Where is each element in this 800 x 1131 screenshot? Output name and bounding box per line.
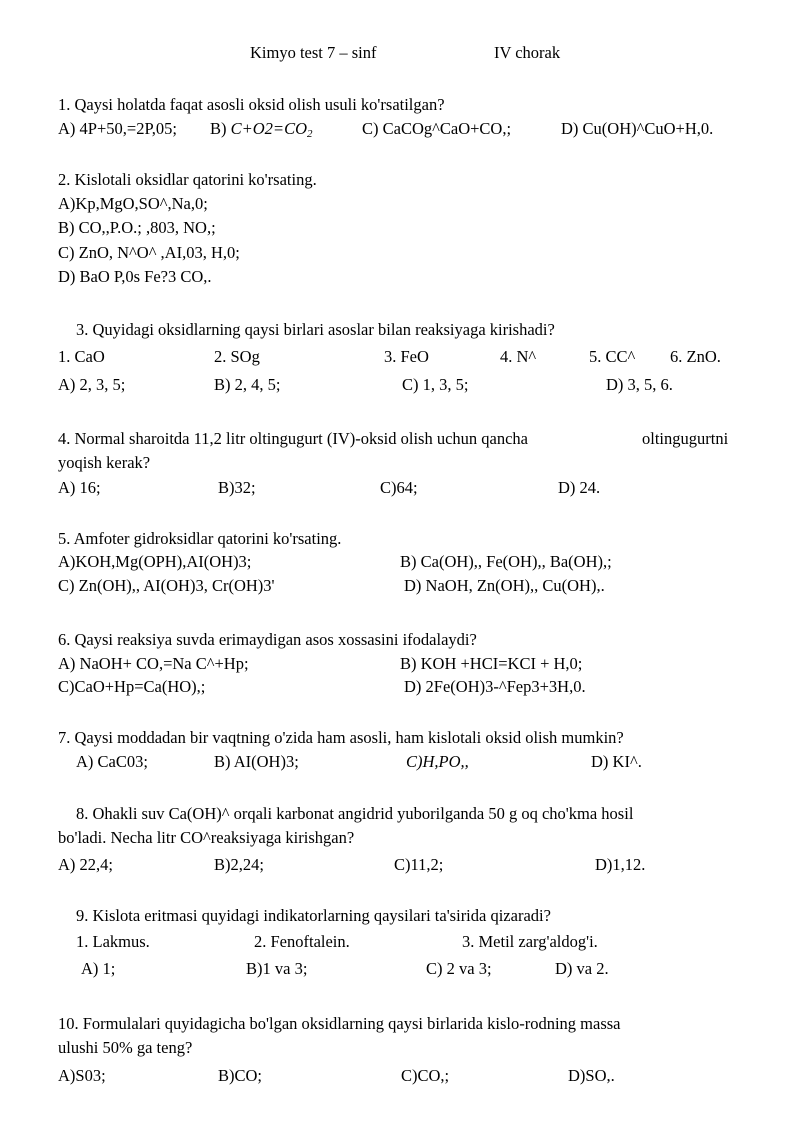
q9-item: 1. Lakmus. <box>76 932 150 951</box>
q1-question: 1. Qaysi holatda faqat asosli oksid olish usuli ko'rsatilgan? <box>58 95 445 114</box>
q5-option-a: A)KOH,Mg(OPH),AI(OH)3; <box>58 552 252 571</box>
q6-option-b: B) KOH +HCI=KCI + H,0; <box>400 654 583 673</box>
q1-option-a: A) 4P+50,=2P,05; <box>58 119 178 138</box>
q8-option-c: C)11,2; <box>394 855 444 874</box>
q10-option-c: C)CO,; <box>401 1066 450 1085</box>
q9-option-c: C) 2 va 3; <box>426 959 492 978</box>
q3-item: 5. CC^ <box>589 347 636 366</box>
page-title: Kimyo test 7 – sinf <box>250 43 377 62</box>
q6-option-c: C)CaO+Hp=Ca(HO),; <box>58 677 206 696</box>
q9-item: 2. Fenoftalein. <box>254 932 350 951</box>
q10-option-b: B)CO; <box>218 1066 263 1085</box>
q10-option-a: A)S03; <box>58 1066 106 1085</box>
q2-option-b: B) CO,,P.O.; ,803, NO,; <box>58 218 216 237</box>
q8-question-line2: bo'ladi. Necha litr CO^reaksiyaga kirishgan? <box>58 828 355 847</box>
q1-option-b-formula: $C+O2=CO_2$ <box>230 119 313 140</box>
q2-option-a: A)Kp,MgO,SO^,Na,0; <box>58 194 208 213</box>
quarter-label: IV chorak <box>494 43 561 62</box>
q9-option-a: A) 1; <box>81 959 116 978</box>
q9-option-b: B)1 va 3; <box>246 959 308 978</box>
q9-item: 3. Metil zarg'aldog'i. <box>462 932 598 951</box>
q4-option-b: B)32; <box>218 478 256 497</box>
q3-item: 4. N^ <box>500 347 537 366</box>
q3-option-c: C) 1, 3, 5; <box>402 375 469 394</box>
q1-option-b-prefix: B) <box>210 119 227 138</box>
q5-question: 5. Amfoter gidroksidlar qatorini ko'rsating. <box>58 529 342 548</box>
q7-option-d: D) KI^. <box>591 752 642 771</box>
q6-question: 6. Qaysi reaksiya suvda erimaydigan asos xossasini ifodalaydi? <box>58 630 477 649</box>
q8-option-d: D)1,12. <box>595 855 646 874</box>
q5-option-b: B) Ca(OH),, Fe(OH),, Ba(OH),; <box>400 552 612 571</box>
q4-question-line1: 4. Normal sharoitda 11,2 litr oltingugurt (IV)-oksid olish uchun qancha <box>58 429 529 448</box>
q5-option-c: C) Zn(OH),, AI(OH)3, Cr(OH)3' <box>58 576 275 595</box>
q6-option-a: A) NaOH+ CO,=Na C^+Hp; <box>58 654 249 673</box>
q1-option-d: D) Cu(OH)^CuO+H,0. <box>561 119 714 138</box>
q3-option-a: A) 2, 3, 5; <box>58 375 126 394</box>
q3-option-d: D) 3, 5, 6. <box>606 375 673 394</box>
q8-option-b: B)2,24; <box>214 855 264 874</box>
q2-option-c: C) ZnO, N^O^ ,AI,03, H,0; <box>58 243 240 262</box>
q1-option-b <box>210 119 313 139</box>
q10-question-line1: 10. Formulalari quyidagicha bo'lgan oksidlarning qaysi birlarida kislo-rodning massa <box>58 1014 621 1033</box>
q3-item: 2. SOg <box>214 347 260 366</box>
q1-option-c: C) CaCOg^CaO+CO,; <box>362 119 512 138</box>
q4-question-line2: yoqish kerak? <box>58 453 151 472</box>
q5-option-d: D) NaOH, Zn(OH),, Cu(OH),. <box>404 576 605 595</box>
q4-question-line1-end: oltingugurtni <box>642 429 729 448</box>
q6-option-d: D) 2Fe(OH)3-^Fep3+3H,0. <box>404 677 586 696</box>
q4-option-a: A) 16; <box>58 478 101 497</box>
q3-option-b: B) 2, 4, 5; <box>214 375 281 394</box>
q7-option-a: A) CaC03; <box>76 752 148 771</box>
q9-question: 9. Kislota eritmasi quyidagi indikatorlarning qaysilari ta'sirida qizaradi? <box>76 906 551 925</box>
q3-item: 3. FeO <box>384 347 429 366</box>
q9-option-d: D) va 2. <box>555 959 609 978</box>
q4-option-c: C)64; <box>380 478 418 497</box>
q3-item: 6. ZnO. <box>670 347 721 366</box>
q2-option-d: D) BaO P,0s Fe?3 CO,. <box>58 267 212 286</box>
q10-question-line2: ulushi 50% ga teng? <box>58 1038 193 1057</box>
q3-question: 3. Quyidagi oksidlarning qaysi birlari asoslar bilan reaksiyaga kirishadi? <box>76 320 555 339</box>
q7-option-b: B) AI(OH)3; <box>214 752 299 771</box>
q10-option-d: D)SO,. <box>568 1066 615 1085</box>
q7-question: 7. Qaysi moddadan bir vaqtning o'zida ham asosli, ham kislotali oksid olish mumkin? <box>58 728 624 747</box>
q8-option-a: A) 22,4; <box>58 855 113 874</box>
q7-option-c: C)H,PO,, <box>406 752 469 771</box>
q4-option-d: D) 24. <box>558 478 601 497</box>
q3-item: 1. CaO <box>58 347 105 366</box>
q2-question: 2. Kislotali oksidlar qatorini ko'rsating. <box>58 170 317 189</box>
q8-question-line1: 8. Ohakli suv Ca(OH)^ orqali karbonat angidrid yuborilganda 50 g oq cho'kma hosil <box>76 804 634 823</box>
